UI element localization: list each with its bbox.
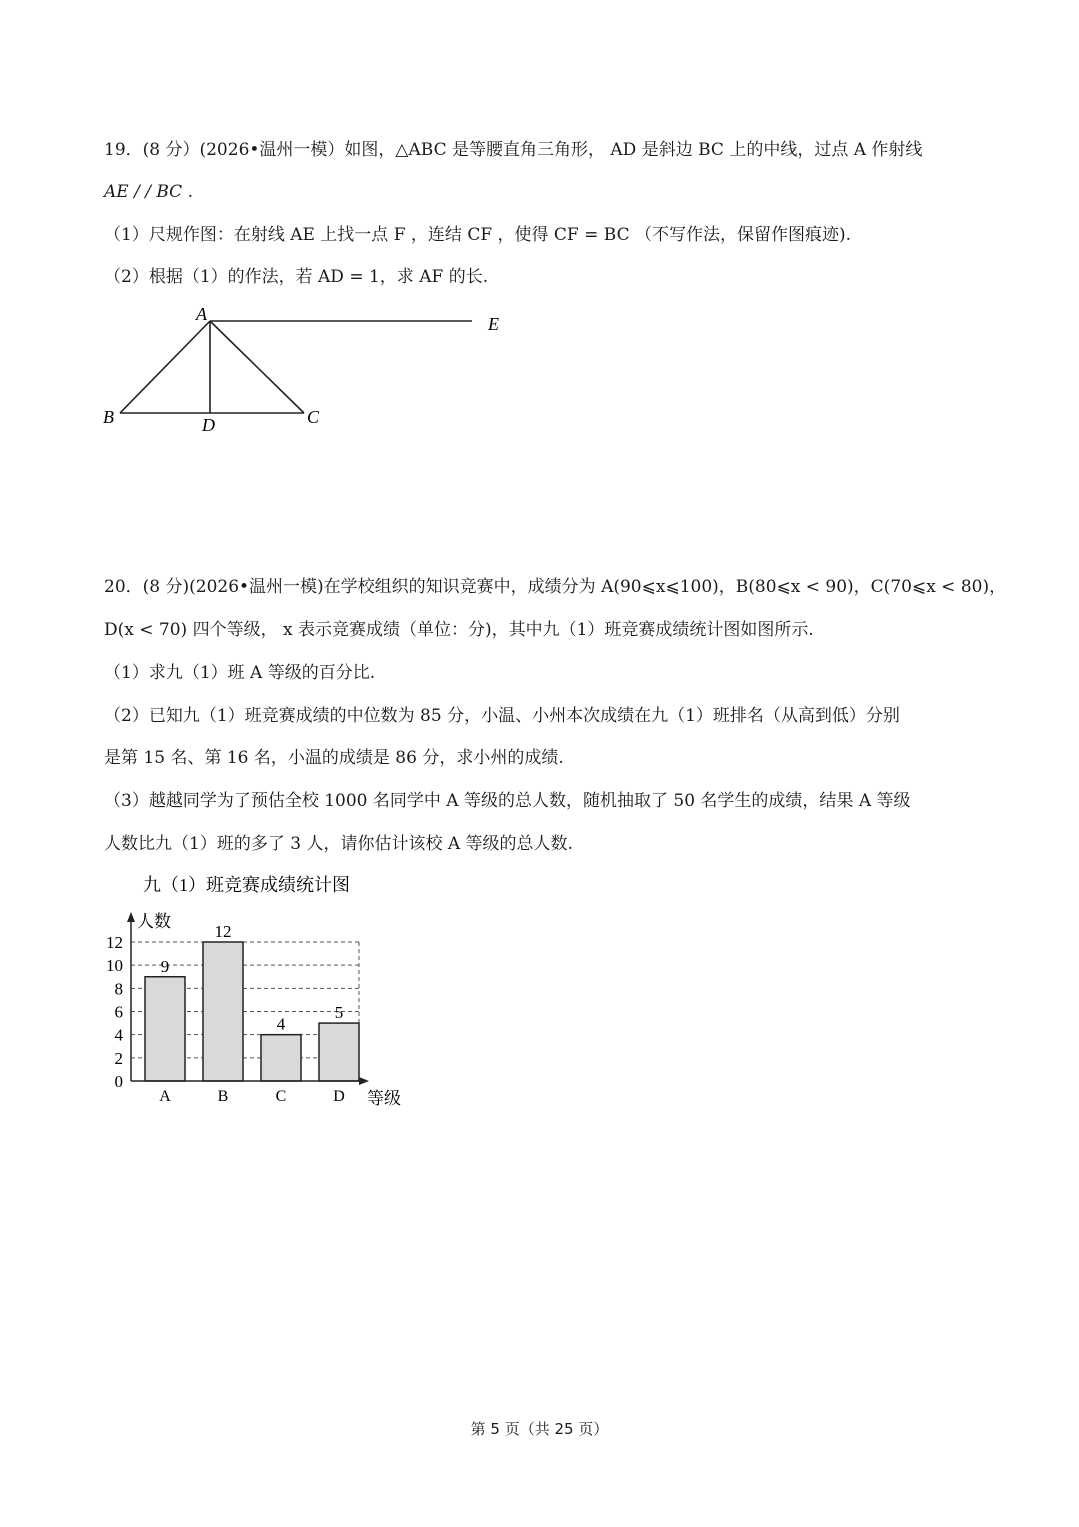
x-tick-label: B: [217, 1088, 229, 1105]
y-tick-label: 8: [114, 979, 123, 999]
bar: [319, 1023, 359, 1081]
side-ac: [210, 321, 304, 413]
q20-sub2-line1: （2）已知九（1）班竞赛成绩的中位数为 85 分，小温、小州本次成绩在九（1）班排名（从高到低）分别: [104, 706, 900, 726]
y-tick-label: 2: [114, 1048, 123, 1068]
q19-sub2: （2）根据（1）的作法，若 AD = 1，求 AF 的长.: [104, 267, 489, 287]
bar-value-label: 9: [160, 956, 170, 976]
y-tick-label: 0: [114, 1072, 123, 1091]
label-a: A: [196, 305, 207, 324]
x-tick-label: C: [275, 1088, 287, 1105]
bar: [261, 1035, 301, 1081]
y-axis-label: 人数: [137, 912, 171, 931]
q19-sub1: （1）尺规作图：在射线 AE 上找一点 F ，连结 CF ，使得 CF = BC （不写作法，保留作图痕迹).: [104, 225, 852, 245]
bar-chart: [95, 870, 435, 1115]
side-ab: [120, 321, 210, 413]
y-tick-label: 6: [114, 1002, 123, 1022]
label-e: E: [488, 314, 499, 334]
y-tick-label: 4: [114, 1025, 123, 1045]
q20-sub2-line2: 是第 15 名、第 16 名，小温的成绩是 86 分，求小州的成绩.: [104, 748, 564, 768]
label-d: D: [202, 415, 215, 435]
y-axis-arrow: [127, 912, 135, 922]
q20-sub3-line1: （3）越越同学为了预估全校 1000 名同学中 A 等级的总人数，随机抽取了 50 名学生的成绩，结果 A 等级: [104, 791, 911, 811]
bar-value-label: 5: [334, 1003, 344, 1023]
bar: [145, 977, 185, 1081]
x-tick-label: A: [159, 1088, 171, 1105]
label-b: B: [103, 407, 114, 427]
q20-sub1: （1）求九（1）班 A 等级的百分比.: [104, 663, 376, 683]
q20-stem-line1: 20．(8 分)(2026•温州一模)在学校组织的知识竞赛中，成绩分为 A(90⩽x⩽100)，B(80⩽x < 90)，C(70⩽x < 80)，: [104, 577, 1007, 597]
q19-stem-line1: 19．(8 分）(2026•温州一模）如图，△ABC 是等腰直角三角形， AD 是斜边 BC 上的中线，过点 A 作射线: [104, 140, 923, 160]
label-c: C: [307, 407, 320, 427]
x-axis-arrow: [359, 1077, 369, 1085]
triangle-figure: [100, 305, 520, 435]
y-tick-label: 10: [106, 956, 123, 976]
bar-value-label: 4: [276, 1014, 286, 1034]
q20-stem-line2: D(x < 70) 四个等级， x 表示竞赛成绩（单位：分)，其中九（1）班竞赛成绩统计图如图所示.: [104, 620, 814, 640]
y-tick-label: 12: [106, 933, 123, 952]
chart-title: 九（1）班竞赛成绩统计图: [143, 875, 350, 895]
page-footer: 第 5 页（共 25 页）: [470, 1420, 609, 1438]
bar: [203, 942, 243, 1081]
q19-stem-line2: AE / / BC .: [104, 182, 193, 202]
x-tick-label: D: [333, 1088, 345, 1105]
x-axis-label: 等级: [367, 1089, 401, 1108]
bar-value-label: 12: [214, 922, 232, 941]
q20-sub3-line2: 人数比九（1）班的多了 3 人，请你估计该校 A 等级的总人数.: [104, 834, 573, 854]
